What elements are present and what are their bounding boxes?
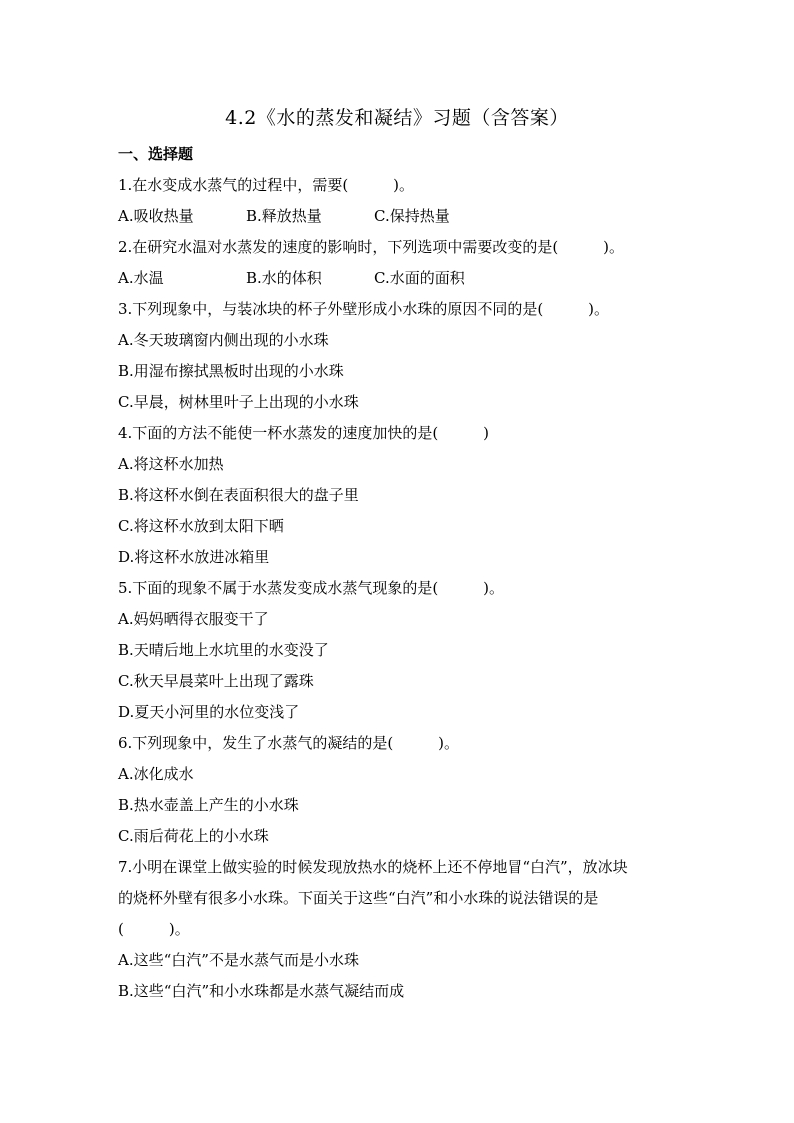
question-1-option-c: C.保持热量 (374, 207, 450, 225)
page-title: 4.2《水的蒸发和凝结》习题（含答案） (225, 107, 569, 129)
question-1-option-b: B.释放热量 (246, 207, 322, 225)
question-6-option-a: A.冰化成水 (118, 765, 194, 783)
question-2-option-c: C.水面的面积 (374, 269, 465, 287)
question-6-stem: 6.下列现象中，发生了水蒸气的凝结的是( )。 (118, 734, 460, 752)
question-3-option-b: B.用湿布擦拭黑板时出现的小水珠 (118, 362, 344, 380)
question-4-option-c: C.将这杯水放到太阳下晒 (118, 517, 284, 535)
question-6-option-b: B.热水壶盖上产生的小水珠 (118, 796, 299, 814)
question-7-option-b: B.这些“白汽”和小水珠都是水蒸气凝结而成 (118, 982, 405, 1000)
question-7-stem-line-2: 的烧杯外壁有很多小水珠。下面关于这些“白汽”和小水珠的说法错误的是 (118, 889, 599, 907)
question-5-option-c: C.秋天早晨菜叶上出现了露珠 (118, 672, 314, 690)
question-2-option-b: B.水的体积 (246, 269, 322, 287)
question-2-options (118, 267, 465, 289)
question-6-option-c: C.雨后荷花上的小水珠 (118, 827, 269, 845)
question-1-options (118, 205, 450, 227)
question-4-stem: 4.下面的方法不能使一杯水蒸发的速度加快的是( ) (118, 424, 490, 442)
question-4-option-a: A.将这杯水加热 (118, 455, 224, 473)
section-heading: 一、选择题 (118, 145, 194, 163)
question-1-option-a: A.吸收热量 (118, 207, 194, 225)
question-1-stem: 1.在水变成水蒸气的过程中，需要( )。 (118, 176, 415, 194)
question-7-stem-line-1: 7.小明在课堂上做实验的时候发现放热水的烧杯上还不停地冒“白汽”，放冰块 (118, 858, 628, 876)
question-3-stem: 3.下列现象中，与装冰块的杯子外壁形成小水珠的原因不同的是( )。 (118, 300, 610, 318)
question-4-option-b: B.将这杯水倒在表面积很大的盘子里 (118, 486, 359, 504)
question-5-stem: 5.下面的现象不属于水蒸发变成水蒸气现象的是( )。 (118, 579, 505, 597)
question-4-option-d: D.将这杯水放进冰箱里 (118, 548, 270, 566)
question-3-option-a: A.冬天玻璃窗内侧出现的小水珠 (118, 331, 329, 349)
question-2-stem: 2.在研究水温对水蒸发的速度的影响时，下列选项中需要改变的是( )。 (118, 238, 625, 256)
question-5-option-d: D.夏天小河里的水位变浅了 (118, 703, 300, 721)
question-5-option-a: A.妈妈晒得衣服变干了 (118, 610, 269, 628)
question-7-option-a: A.这些“白汽”不是水蒸气而是小水珠 (118, 951, 359, 969)
question-2-option-a: A.水温 (118, 269, 164, 287)
question-7-stem-line-3: ( )。 (118, 920, 190, 938)
question-5-option-b: B.天晴后地上水坑里的水变没了 (118, 641, 329, 659)
question-3-option-c: C.早晨，树林里叶子上出现的小水珠 (118, 393, 359, 411)
